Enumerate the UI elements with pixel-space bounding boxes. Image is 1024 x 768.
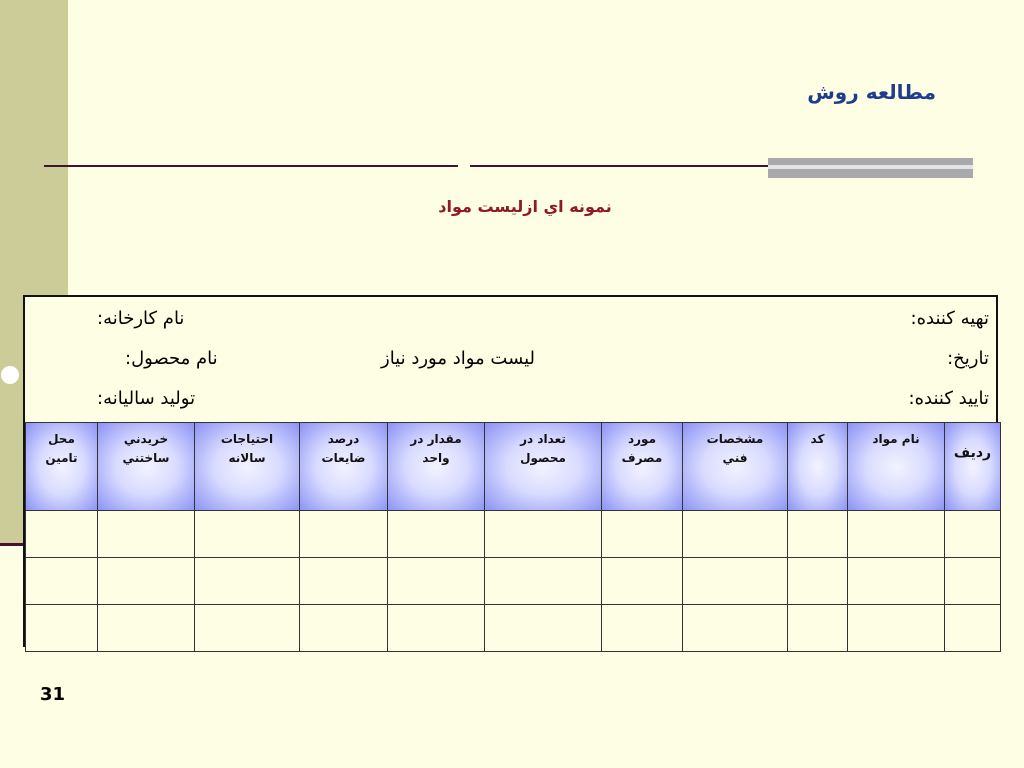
header-usage: مورد مصرف (602, 423, 683, 511)
table-row (26, 558, 1001, 605)
slide-title: مطالعه روش (807, 80, 936, 104)
product-name-label: نام محصول: (125, 348, 218, 369)
table-cell[interactable] (388, 558, 485, 605)
table-cell[interactable] (602, 605, 683, 652)
table-cell[interactable] (388, 605, 485, 652)
table-cell[interactable] (683, 605, 788, 652)
date-label: تاريخ: (947, 348, 989, 369)
table-cell[interactable] (26, 558, 98, 605)
table-cell[interactable] (98, 511, 195, 558)
decorative-gray-band (768, 158, 973, 178)
table-cell[interactable] (788, 511, 848, 558)
table-cell[interactable] (98, 558, 195, 605)
table-cell[interactable] (300, 511, 388, 558)
slide-subtitle: نمونه اي ازليست مواد (438, 197, 612, 216)
table-cell[interactable] (848, 558, 945, 605)
table-cell[interactable] (683, 511, 788, 558)
material-list-form (23, 295, 998, 647)
page-number: 31 (40, 684, 66, 705)
header-annual-needs: احتياجات سالانه (195, 423, 300, 511)
header-code: كد (788, 423, 848, 511)
header-specs: مشخصات فني (683, 423, 788, 511)
table-cell[interactable] (602, 511, 683, 558)
materials-table (25, 422, 1001, 652)
table-header-row (26, 423, 1001, 511)
table-cell[interactable] (195, 511, 300, 558)
table-cell[interactable] (300, 605, 388, 652)
factory-name-label: نام كارخانه: (97, 308, 185, 329)
header-supply-source: محل تامين (26, 423, 98, 511)
approved-by-label: تاييد كننده: (908, 388, 989, 409)
header-quantity-per-unit: مقدار در واحد (388, 423, 485, 511)
table-cell[interactable] (683, 558, 788, 605)
table-cell[interactable] (945, 605, 1001, 652)
header-material-name: نام مواد (848, 423, 945, 511)
table-cell[interactable] (26, 605, 98, 652)
circle-icon (1, 366, 19, 384)
table-cell[interactable] (848, 605, 945, 652)
header-waste-percent: درصد ضايعات (300, 423, 388, 511)
table-cell[interactable] (848, 511, 945, 558)
table-cell[interactable] (388, 511, 485, 558)
table-row (26, 605, 1001, 652)
table-cell[interactable] (98, 605, 195, 652)
table-cell[interactable] (945, 558, 1001, 605)
table-cell[interactable] (788, 558, 848, 605)
table-cell[interactable] (26, 511, 98, 558)
table-cell[interactable] (788, 605, 848, 652)
table-cell[interactable] (300, 558, 388, 605)
table-row (26, 511, 1001, 558)
table-cell[interactable] (485, 558, 602, 605)
divider-line-left (44, 165, 458, 167)
header-count-per-product: تعداد در محصول (485, 423, 602, 511)
annual-production-label: توليد ساليانه: (97, 388, 196, 409)
divider-line-right (470, 165, 770, 167)
header-buy-or-make: خريدني ساختني (98, 423, 195, 511)
header-row-number: رديف (945, 423, 1001, 511)
table-cell[interactable] (195, 605, 300, 652)
prepared-by-label: تهيه كننده: (910, 308, 989, 329)
list-title: ليست مواد مورد نياز (381, 348, 536, 369)
table-cell[interactable] (485, 605, 602, 652)
table-cell[interactable] (945, 511, 1001, 558)
table-cell[interactable] (195, 558, 300, 605)
table-cell[interactable] (602, 558, 683, 605)
table-cell[interactable] (485, 511, 602, 558)
